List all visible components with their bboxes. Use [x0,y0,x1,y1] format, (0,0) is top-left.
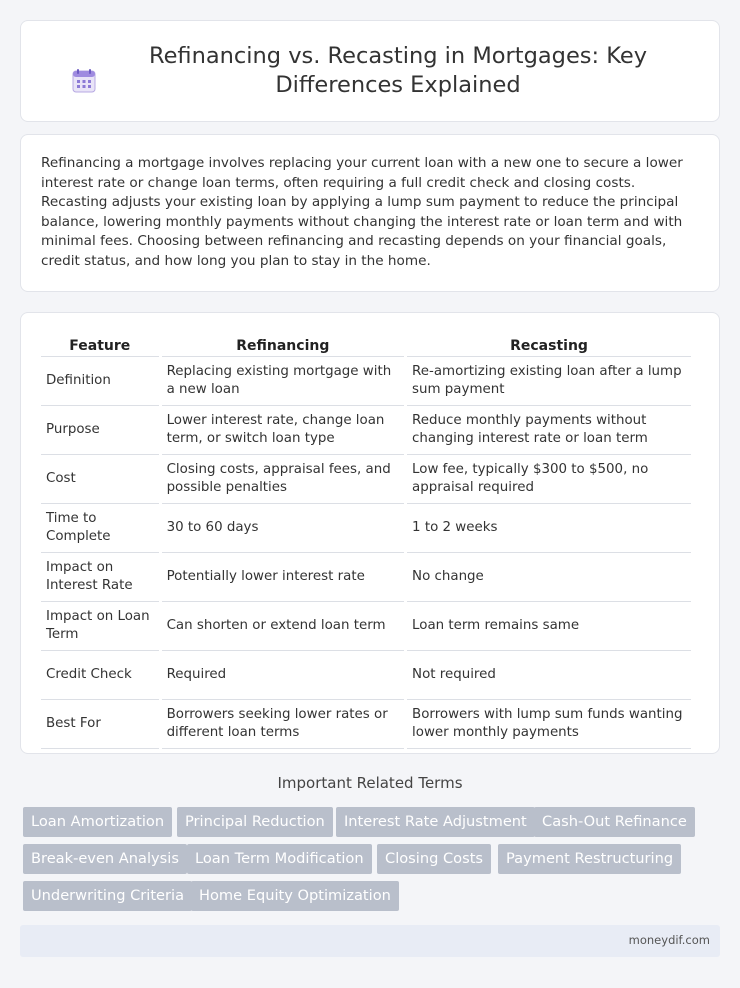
table-row [41,357,691,406]
comparison-table-card [20,312,720,754]
tag-loan-amortization[interactable]: Loan Amortization [23,807,172,837]
table-row [41,700,691,749]
refinancing-cell: Potentially lower interest rate [162,553,404,602]
recasting-cell: Re-amortizing existing loan after a lump sum payment [407,357,691,406]
feature-cell: Cost [41,455,159,504]
table-row [41,455,691,504]
recasting-cell: Low fee, typically $300 to $500, no appraisal required [407,455,691,504]
feature-cell: Best For [41,700,159,749]
feature-cell: Purpose [41,406,159,455]
recasting-cell: Loan term remains same [407,602,691,651]
header-recasting: Recasting [407,333,691,357]
tag-interest-rate-adjustment[interactable]: Interest Rate Adjustment [336,807,535,837]
intro-card [20,134,720,292]
table-row [41,651,691,700]
table-header-row [41,333,691,357]
refinancing-cell: 30 to 60 days [162,504,404,553]
refinancing-cell: Replacing existing mortgage with a new loan [162,357,404,406]
feature-cell: Credit Check [41,651,159,700]
table-row [41,406,691,455]
table-row [41,602,691,651]
recasting-cell: 1 to 2 weeks [407,504,691,553]
table-row [41,504,691,553]
intro-text: Refinancing a mortgage involves replacing your current loan with a new one to secure a lower interest rate or change loan terms, often requiring a full credit check and closing costs. Recasting adjusts your existing loan by applying a lump sum payment to reduce the principal balance, lowering monthly payments without changing the interest rate or loan term and with minimal fees. Choosing between refinancing and recasting depends on your financial goals, credit status, and how long you plan to stay in the home. [41,155,683,269]
feature-cell: Impact on Loan Term [41,602,159,651]
recasting-cell: Borrowers with lump sum funds wanting lower monthly payments [407,700,691,749]
tag-break-even-analysis[interactable]: Break-even Analysis [23,844,187,874]
calendar-icon [71,68,97,94]
tag-cash-out-refinance[interactable]: Cash-Out Refinance [534,807,695,837]
footer [20,925,720,957]
refinancing-cell: Borrowers seeking lower rates or different loan terms [162,700,404,749]
refinancing-cell: Required [162,651,404,700]
feature-cell: Time to Complete [41,504,159,553]
header-feature: Feature [41,333,159,357]
refinancing-cell: Lower interest rate, change loan term, or switch loan type [162,406,404,455]
page-title: Refinancing vs. Recasting in Mortgages: Key Differences Explained [148,43,648,98]
table-row [41,553,691,602]
header-card [20,20,720,122]
comparison-table [38,333,694,749]
recasting-cell: No change [407,553,691,602]
refinancing-cell: Closing costs, appraisal fees, and possible penalties [162,455,404,504]
feature-cell: Definition [41,357,159,406]
header-refinancing: Refinancing [162,333,404,357]
tag-underwriting-criteria[interactable]: Underwriting Criteria [23,881,192,911]
tag-principal-reduction[interactable]: Principal Reduction [177,807,333,837]
tag-payment-restructuring[interactable]: Payment Restructuring [498,844,681,874]
footer-site[interactable]: moneydif.com [628,933,710,947]
refinancing-cell: Can shorten or extend loan term [162,602,404,651]
tag-loan-term-modification[interactable]: Loan Term Modification [187,844,372,874]
feature-cell: Impact on Interest Rate [41,553,159,602]
recasting-cell: Not required [407,651,691,700]
recasting-cell: Reduce monthly payments without changing interest rate or loan term [407,406,691,455]
tag-home-equity-optimization[interactable]: Home Equity Optimization [191,881,399,911]
tag-closing-costs[interactable]: Closing Costs [377,844,491,874]
related-terms-title: Important Related Terms [277,774,463,792]
